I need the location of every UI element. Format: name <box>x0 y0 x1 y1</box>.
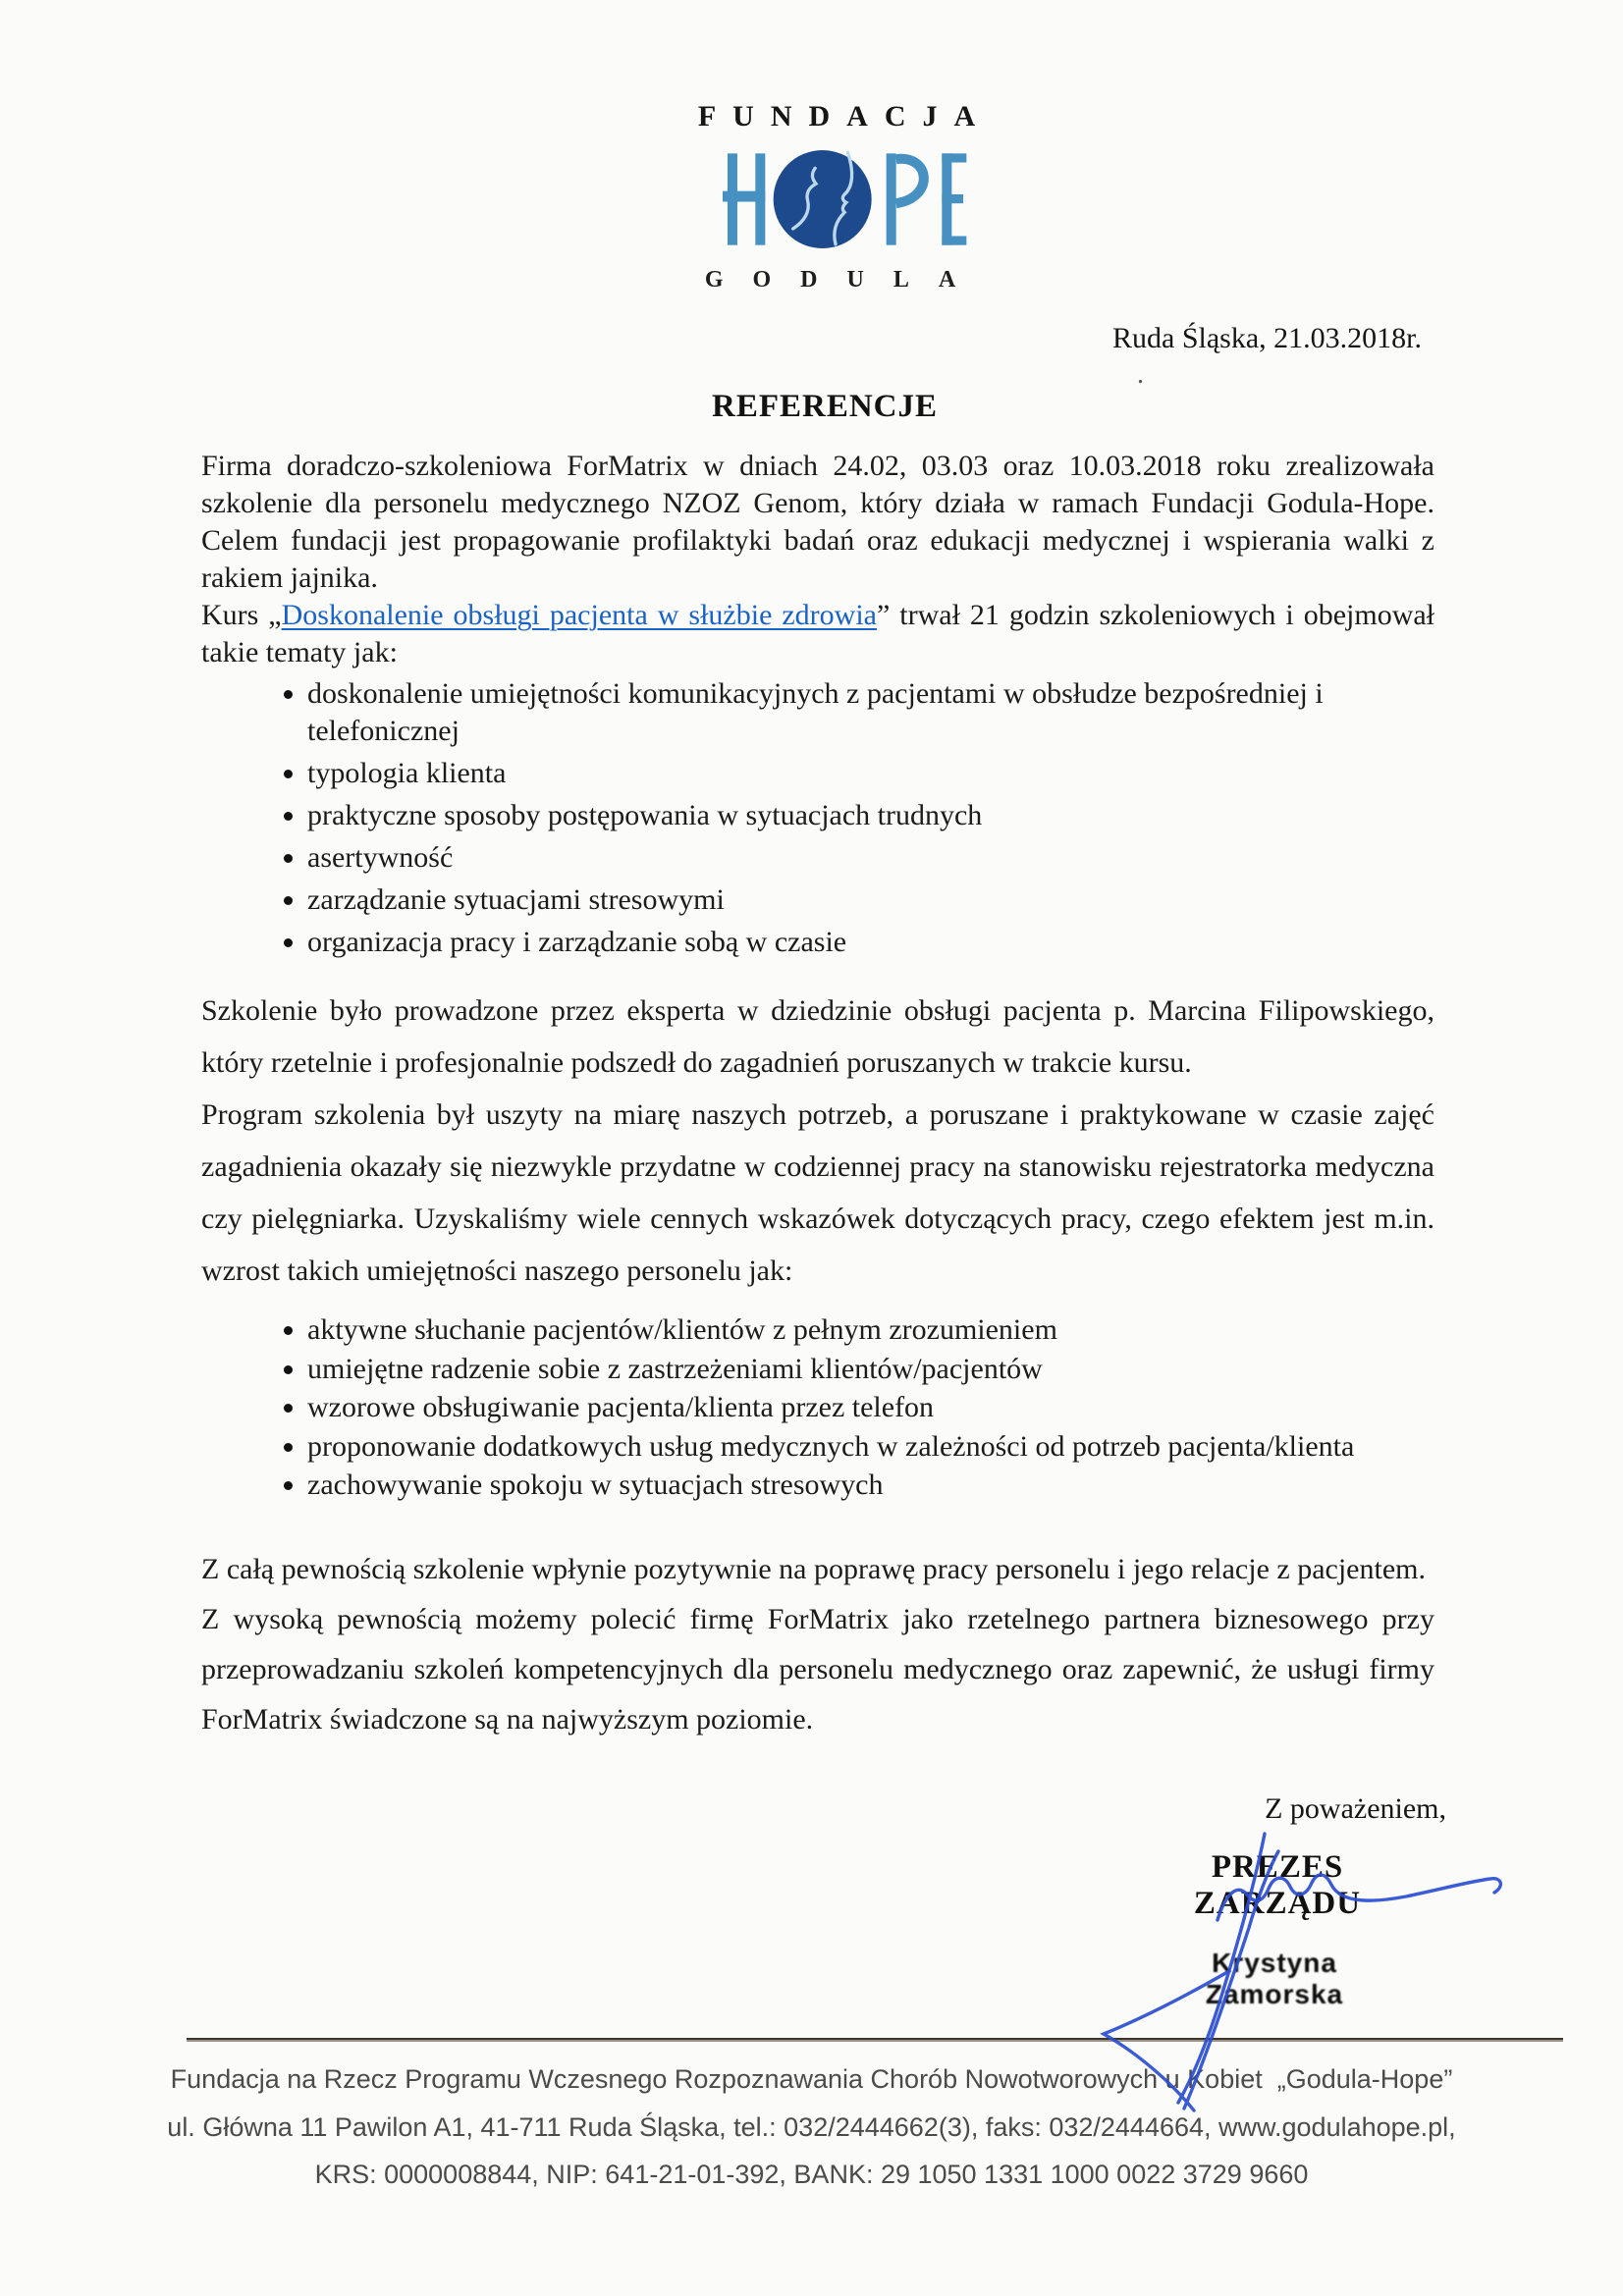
list-item: • wzorowe obsługiwanie pacjenta/klienta przez telefon <box>307 1388 1434 1427</box>
course-prefix: Kurs „ <box>201 599 282 631</box>
list-item: • aktywne słuchanie pacjentów/klientów z pełnym zrozumieniem <box>307 1310 1434 1350</box>
list-item: • umiejętne radzenie sobie z zastrzeżeniami klientów/pacjentów <box>307 1350 1434 1389</box>
scan-artifact-dot: . <box>1137 359 1144 390</box>
logo-org-bottom: GODULA <box>704 267 986 293</box>
skills-list <box>201 1310 1434 1505</box>
list-item: • doskonalenie umiejętności komunikacyjnych z pacjentami w obsłudze bezpośredniej i telefonicznej <box>307 675 1434 750</box>
footer-line-3: KRS: 0000008844, NIP: 641-21-01-392, BANK: 29 1050 1331 1000 0022 3729 9660 <box>314 2160 1309 2189</box>
footer-line-1: Fundacja na Rzecz Programu Wczesnego Rozpoznawania Chorób Nowotworowych u Kobiet „Godula-Hope” <box>170 2064 1453 2094</box>
program-paragraph: Program szkolenia był uszyty na miarę naszych potrzeb, a poruszane i praktykowane w czasie zajęć zagadnienia okazały się niezwykle przydatne w codziennej pracy na stanowisku rejestratorka medyczna czy pielęgniarka. Uzyskaliśmy wiele cennych wskazówek dotyczących pracy, czego efektem jest m.in. wzrost takich umiejętności naszego personelu jak: <box>201 1098 1434 1287</box>
hope-logo-icon <box>723 141 968 257</box>
date-line: Ruda Śląska, 21.03.2018r. <box>1112 322 1422 354</box>
closing-paragraph-1: Z całą pewnością szkolenie wpłynie pozytywnie na poprawę pracy personelu i jego relacje z pacjentem. <box>201 1552 1426 1585</box>
closing-paragraph-2: Z wysoką pewnością możemy polecić firmę ForMatrix jako rzetelnego partnera biznesowego przy przeprowadzaniu szkoleń kompetencyjnych dla personelu medycznego oraz zapewnić, że usługi firmy ForMatrix świadczone są na najwyższym poziomie. <box>201 1602 1434 1735</box>
course-title-link[interactable]: Doskonalenie obsługi pacjenta w służbie zdrowia <box>281 599 877 631</box>
footer-line-2: ul. Główna 11 Pawilon A1, 41-711 Ruda Śląska, tel.: 032/2444662(3), faks: 032/2444664, www.godulahope.pl, <box>167 2111 1456 2142</box>
list-item: • zachowywanie spokoju w sytuacjach stresowych <box>307 1466 1434 1505</box>
list-item: • praktyczne sposoby postępowania w sytuacjach trudnych <box>307 797 1434 834</box>
list-item: • asertywność <box>307 839 1434 877</box>
course-paragraph <box>201 597 1434 671</box>
topics-list <box>201 675 1434 961</box>
logo-org-top: FUNDACJA <box>697 100 993 133</box>
letter-body <box>201 448 1434 1744</box>
signer-name-stamp: Krystyna Zamorska <box>1205 1948 1344 2009</box>
intro-paragraph: Firma doradczo-szkoleniowa ForMatrix w dniach 24.02, 03.03 oraz 10.03.2018 roku zrealizowała szkolenie dla personelu medycznego NZOZ Genom, który działa w ramach Fundacji Godula-Hope. Celem fundacji jest propagowanie profilaktyki badań oraz edukacji medycznej i wspierania walki z rakiem jajnika. <box>201 450 1434 594</box>
list-item: • zarządzanie sytuacjami stresowymi <box>307 881 1434 919</box>
trainer-paragraph: Szkolenie było prowadzone przez eksperta w dziedzinie obsługi pacjenta p. Marcina Filipowskiego, który rzetelnie i profesjonalnie podszedł do zagadnień poruszanych w trakcie kursu. <box>201 994 1434 1079</box>
list-item: • typologia klienta <box>307 755 1434 792</box>
list-item: • proponowanie dodatkowych usług medycznych w zależności od potrzeb pacjenta/klienta <box>307 1427 1434 1467</box>
handwritten-signature-ink <box>1060 1818 1532 2124</box>
letterhead-logo <box>67 100 1623 294</box>
list-item: • organizacja pracy i zarządzanie sobą w czasie <box>307 924 1434 961</box>
valediction: Z poważeniem, <box>1265 1792 1446 1825</box>
signer-title: PREZES ZARZĄDU <box>1193 1849 1362 1921</box>
page-title: REFERENCJE <box>711 389 939 424</box>
course-suffix: ” trwał 21 godzin szkoleniowych i obejmował takie tematy jak: <box>201 599 1435 668</box>
